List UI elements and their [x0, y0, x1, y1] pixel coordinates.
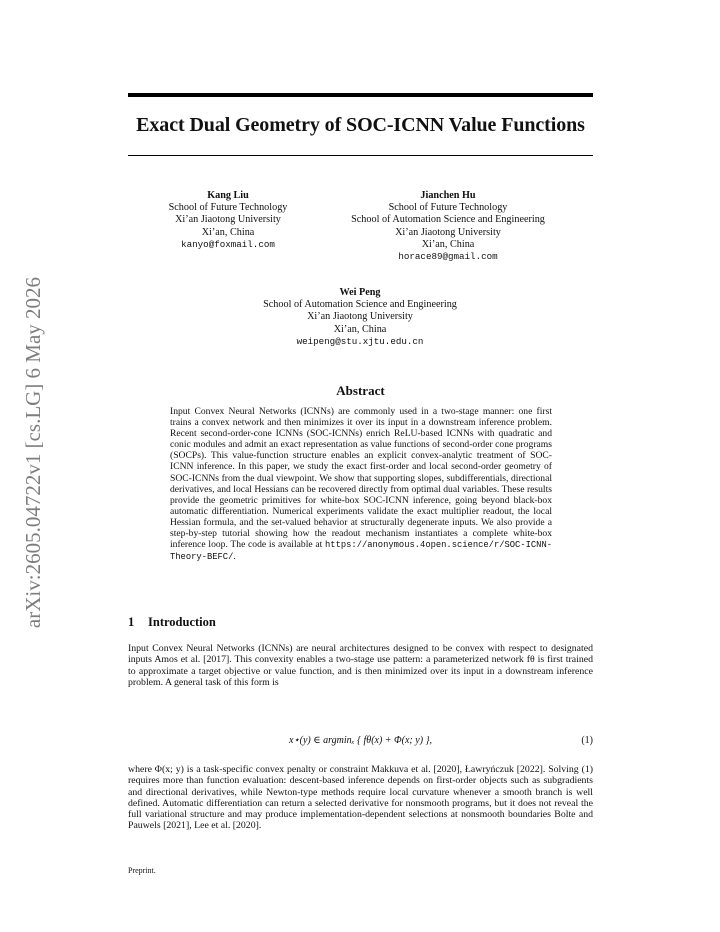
arxiv-stamp: arXiv:2605.04722v1 [cs.LG] 6 May 2026: [21, 276, 46, 628]
author-affiliation: Xi’an, China: [421, 238, 475, 250]
equation-label: (1): [581, 735, 593, 746]
intro-paragraph-2: where Φ(x; y) is a task-specific convex penalty or constraint Makkuva et al. [2020], Ławryńczuk [2022]. Solving (1) requires more than function evaluation: descent-based inference depends on first-order objects such as subgradients and directional derivatives, while Newton-type methods require local curvature whenever a smooth branch is well defined. Automatic differentiation can return a selected derivative for nonsmooth programs, but it does not reveal the full variational structure and may produce implementation-dependent selections at nonsmooth boundaries Bolte and Pauwels [2021], Lee et al. [2020].: [128, 764, 593, 832]
abstract-heading: Abstract: [336, 383, 385, 398]
author-affiliation: Xi’an Jiaotong University: [395, 226, 501, 238]
equation-body: x⋆(y) ∈ argminₓ { fθ(x) + Φ(x; y) },: [288, 735, 433, 746]
author-block-2: [330, 190, 566, 263]
title-rule-bottom: [128, 155, 593, 156]
author-affiliation: Xi’an Jiaotong University: [307, 311, 413, 323]
abstract-body: Input Convex Neural Networks (ICNNs) are commonly used in a two-stage manner: one first trains a convex network and then minimizes it over its input in a downstream inference problem. Recent second-order-cone ICNNs (SOC-ICNNs) enrich ReLU-based ICNNs with quadratic and conic modules and admit an exact representation as value functions of second-order cone programs (SOCPs). This value-function structure enables an explicit convex-analytic treatment of SOC-ICNN inference. In this paper, we study the exact first-order and local second-order geometry of SOC-ICNNs from the dual viewpoint. We show that supporting slopes, subdifferentials, directional derivatives, and local Hessians can be recovered directly from optimal dual variables. These results provide the geometric primitives for white-box SOC-ICNN inference, going beyond black-box automatic differentiation. Numerical experiments validate the exact multiplier readout, the local Hessian formula, and the set-valued behavior at structurally degenerate inputs. We also provide a step-by-step tutorial showing how the readout mechanism instantiates a complete white-box inference loop. The code is available at https://anonymous.4open.science/r/SOC-ICNN-Theory-BEFC/.: [170, 406, 553, 563]
code-link[interactable]: https://anonymous.4open.science/r/SOC-ICNN-Theory-BEFC/: [170, 540, 553, 563]
author-email[interactable]: weipeng@stu.xjtu.edu.cn: [296, 335, 424, 347]
equation-1: [128, 735, 593, 749]
author-affiliation: Xi’an Jiaotong University: [175, 214, 281, 226]
author-name: Wei Peng: [339, 287, 381, 298]
author-name: Kang Liu: [207, 190, 249, 201]
author-block-3: [210, 287, 510, 348]
author-affiliation: School of Automation Science and Engineering: [263, 299, 457, 311]
footer-preprint: Preprint.: [128, 866, 156, 875]
author-affiliation: School of Future Technology: [168, 202, 288, 214]
section-heading: [128, 615, 216, 630]
title-rule-top: [128, 93, 593, 97]
section-title: Introduction: [148, 615, 216, 629]
author-affiliation: Xi’an, China: [333, 323, 387, 335]
paper-title: Exact Dual Geometry of SOC-ICNN Value Functions: [136, 114, 585, 136]
author-affiliation: Xi’an, China: [201, 226, 255, 238]
author-email[interactable]: kanyo@foxmail.com: [181, 238, 275, 250]
author-affiliation: School of Future Technology: [388, 202, 508, 214]
author-name: Jianchen Hu: [420, 190, 476, 201]
author-email[interactable]: horace89@gmail.com: [398, 251, 498, 263]
abstract-text: Input Convex Neural Networks (ICNNs) are commonly used in a two-stage manner: one first trains a convex network and then minimizes it over its input in a downstream inference problem. Recent second-order-cone ICNNs (SOC-ICNNs) enrich ReLU-based ICNNs with quadratic and conic modules and admit an exact representation as value functions of second-order cone programs (SOCPs). This value-function structure enables an explicit convex-analytic treatment of SOC-ICNN inference. In this paper, we study the exact first-order and local second-order geometry of SOC-ICNNs from the dual viewpoint. We show that supporting slopes, subdifferentials, directional derivatives, and local Hessians can be recovered directly from optimal dual variables. These results provide the geometric primitives for white-box SOC-ICNN inference, going beyond black-box automatic differentiation. Numerical experiments validate the exact multiplier readout, the local Hessian formula, and the set-valued behavior at structurally degenerate inputs. We also provide a step-by-step tutorial showing how the readout mechanism instantiates a complete white-box inference loop. The code is available at: [170, 406, 552, 551]
author-block-1: [128, 190, 328, 251]
intro-paragraph-1: Input Convex Neural Networks (ICNNs) are neural architectures designed to be convex with respect to designated inputs Amos et al. [2017]. This convexity enables a two-stage use pattern: a parameterized network fθ is first trained to approximate a target objective or value function, and is then minimized over its input in a downstream inference problem. A general task of this form is: [128, 643, 593, 688]
section-number: 1: [128, 615, 135, 629]
author-affiliation: School of Automation Science and Engineering: [351, 214, 545, 226]
